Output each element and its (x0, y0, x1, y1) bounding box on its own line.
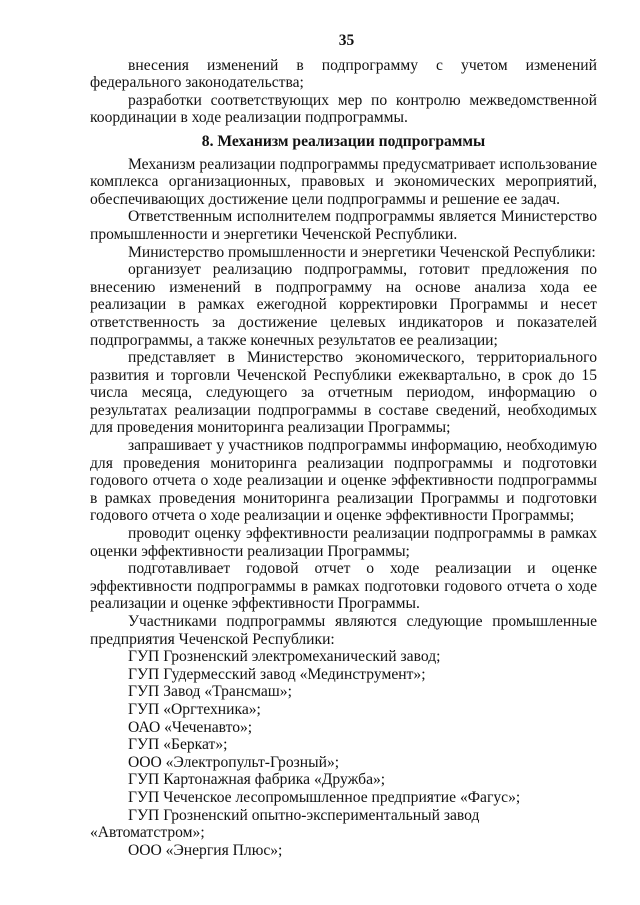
paragraph-ministry-intro: Министерство промышленности и энергетики Чеченской Республики: (128, 243, 596, 261)
document-page (90, 32, 597, 859)
paragraph-responsible-executor: Ответственным исполнителем подпрограммы является Министерство промышленности и энергетики Чеченской Республики. (90, 208, 597, 243)
list-item: ГУП Картонажная фабрика «Дружба»; (128, 771, 386, 789)
paragraph-organizes: организует реализацию подпрограммы, готовит предложения по внесению изменений в подпрограмму на основе анализа хода ее реализации в рамках ежегодной корректировки Программы и несет ответственность за достижение целевых индикаторов и показателей подпрограммы, а также конечных результатов ее реализации; (90, 261, 597, 349)
paragraph-presents: представляет в Министерство экономического, территориального развития и торговли Чеченской Республики ежеквартально, в срок до 15 числа месяца, следующего за отчетным периодом, информацию о результатах реализации подпрограммы в составе сведений, необходимых для проведения мониторинга реализации Программы; (90, 349, 597, 437)
paragraph-participants: Участниками подпрограммы являются следующие промышленные предприятия Чеченской Республики: (90, 613, 597, 648)
list-item: ОАО «Чеченавто»; (128, 718, 253, 736)
list-item: ГУП Грозненский электромеханический завод; (128, 648, 441, 666)
list-item: ГУП Гудермесский завод «Мединструмент»; (128, 665, 426, 683)
list-item: ООО «Энергия Плюс»; (128, 841, 283, 859)
list-item: ГУП Завод «Трансмаш»; (128, 683, 292, 701)
page-number: 35 (338, 32, 355, 49)
paragraph-coordination-measures: разработки соответствующих мер по контролю межведомственной координации в ходе реализации подпрограммы. (90, 91, 597, 127)
enterprise-list (90, 648, 597, 859)
list-item: ГУП Чеченское лесопромышленное предприятие «Фагус»; (128, 788, 521, 806)
paragraph-mechanism: Механизм реализации подпрограммы предусматривает использование комплекса организационных, правовых и экономических мероприятий, обеспечивающих достижение цели подпрограммы и решение ее задач. (90, 155, 597, 208)
list-item: ГУП «Оргтехника»; (128, 700, 261, 718)
section-heading: 8. Механизм реализации подпрограммы (201, 132, 486, 150)
paragraph-requests: запрашивает у участников подпрограммы информацию, необходимую для проведения мониторинга реализации подпрограммы и подготовки годового отчета о ходе реализации и оценке эффективности подпрограммы в рамках проведения мониторинга реализации Программы и подготовки годового отчета о ходе реализации и оценке эффективности Программы; (90, 437, 597, 525)
list-item: ООО «Электропульт-Грозный»; (128, 753, 340, 771)
paragraph-prepares-report: подготавливает годовой отчет о ходе реализации и оценке эффективности подпрограммы в рамках подготовки годового отчета о ходе реализации и оценке эффективности Программы. (90, 560, 597, 613)
list-item: ГУП Грозненский опытно-экспериментальный завод «Автоматстром»; (90, 806, 480, 842)
paragraph-legislation-changes: внесения изменений в подпрограмму с учетом изменений федерального законодательства; (90, 56, 597, 92)
paragraph-evaluates: проводит оценку эффективности реализации подпрограммы в рамках оценки эффективности реализации Программы; (90, 525, 597, 560)
list-item: ГУП «Беркат»; (128, 736, 228, 754)
